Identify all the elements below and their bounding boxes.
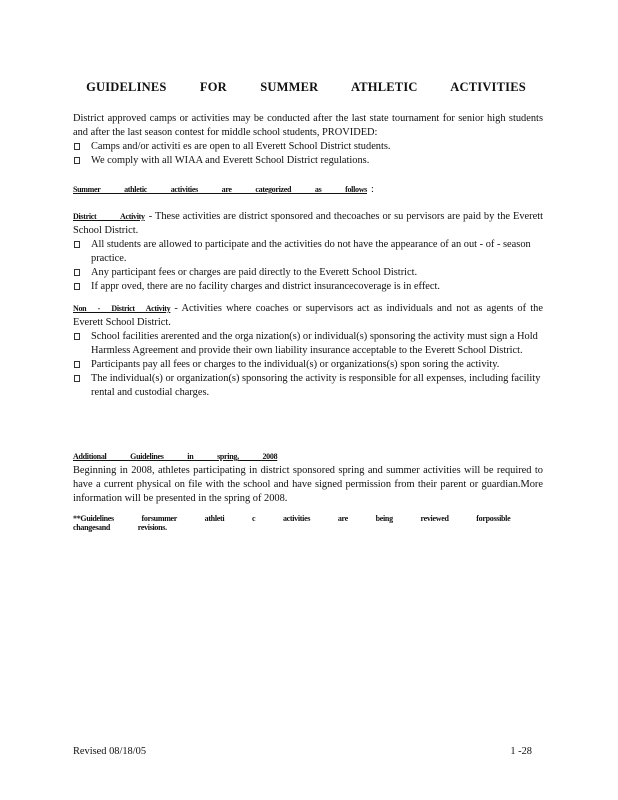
additional-heading: Additional Guidelines in spring, 2008 (73, 452, 278, 461)
checkbox-bullet-icon (74, 269, 80, 276)
district-section (73, 210, 543, 294)
district-bullet: Any participant fees or charges are paid directly to the Everett School District. (73, 266, 543, 280)
checkbox-bullet-icon (74, 241, 80, 248)
additional-paragraph: Beginning in 2008, athletes participating in district sponsored spring and summer activities will be required to have a current physical on file with the school and have signed permission from their parent or guardian.More information will be presented in the spring of 2008. (73, 465, 543, 504)
categorized-heading-line: Summer athletic activities are categorized as follows : (73, 184, 374, 195)
intro-section (73, 112, 543, 168)
non-district-bullet: Participants pay all fees or charges to the individual(s) or organizations(s) spon soring the activity. (73, 358, 543, 372)
district-bullet: All students are allowed to participate and the activities do not have the appearance of an out - of - season practice. (73, 238, 543, 266)
checkbox-bullet-icon (74, 283, 80, 290)
district-bullet: If appr oved, there are no facility charges and district insurancecoverage is in effect. (73, 280, 543, 294)
checkbox-bullet-icon (74, 375, 80, 382)
review-note: **Guidelines forsummer athleti c activities are being reviewed forpossible changesand revisions. (73, 514, 511, 532)
district-paragraph: District Activity - These activities are district sponsored and thecoaches or su pervisors are paid by the Everett School District. (73, 211, 543, 236)
intro-bullet: Camps and/or activiti es are open to all Everett School District students. (73, 140, 543, 154)
categorized-heading: Summer athletic activities are categorized as follows (73, 185, 367, 194)
revised-date: Revised 08/18/05 (73, 746, 147, 757)
non-district-section (73, 302, 543, 400)
intro-paragraph: District approved camps or activities may be conducted after the last state tournament for senior high students and after the last season contest for middle school students, PROVIDED: (73, 113, 543, 138)
checkbox-bullet-icon (74, 361, 80, 368)
page-title: GUIDELINES FOR SUMMER ATHLETIC ACTIVITIES (86, 80, 526, 94)
non-district-paragraph: Non - District Activity - Activities where coaches or supervisors act as individuals and not as agents of the Everett School District. (73, 303, 543, 328)
page-number: 1 -28 (510, 746, 532, 757)
non-district-bullet: The individual(s) or organization(s) sponsoring the activity is responsible for all expenses, including facility rental and custodial charges. (73, 372, 543, 400)
additional-section (73, 450, 543, 506)
checkbox-bullet-icon (74, 143, 80, 150)
checkbox-bullet-icon (74, 157, 80, 164)
non-district-heading: Non - District Activity (73, 304, 171, 313)
non-district-bullet: School facilities arerented and the orga nization(s) or individual(s) sponsoring the activity must sign a Hold Harmless Agreement and provide their own liability insurance acceptable to the Everett School District. (73, 330, 543, 358)
district-heading: District Activity (73, 212, 145, 221)
intro-bullet: We comply with all WIAA and Everett School District regulations. (73, 154, 543, 168)
checkbox-bullet-icon (74, 333, 80, 340)
